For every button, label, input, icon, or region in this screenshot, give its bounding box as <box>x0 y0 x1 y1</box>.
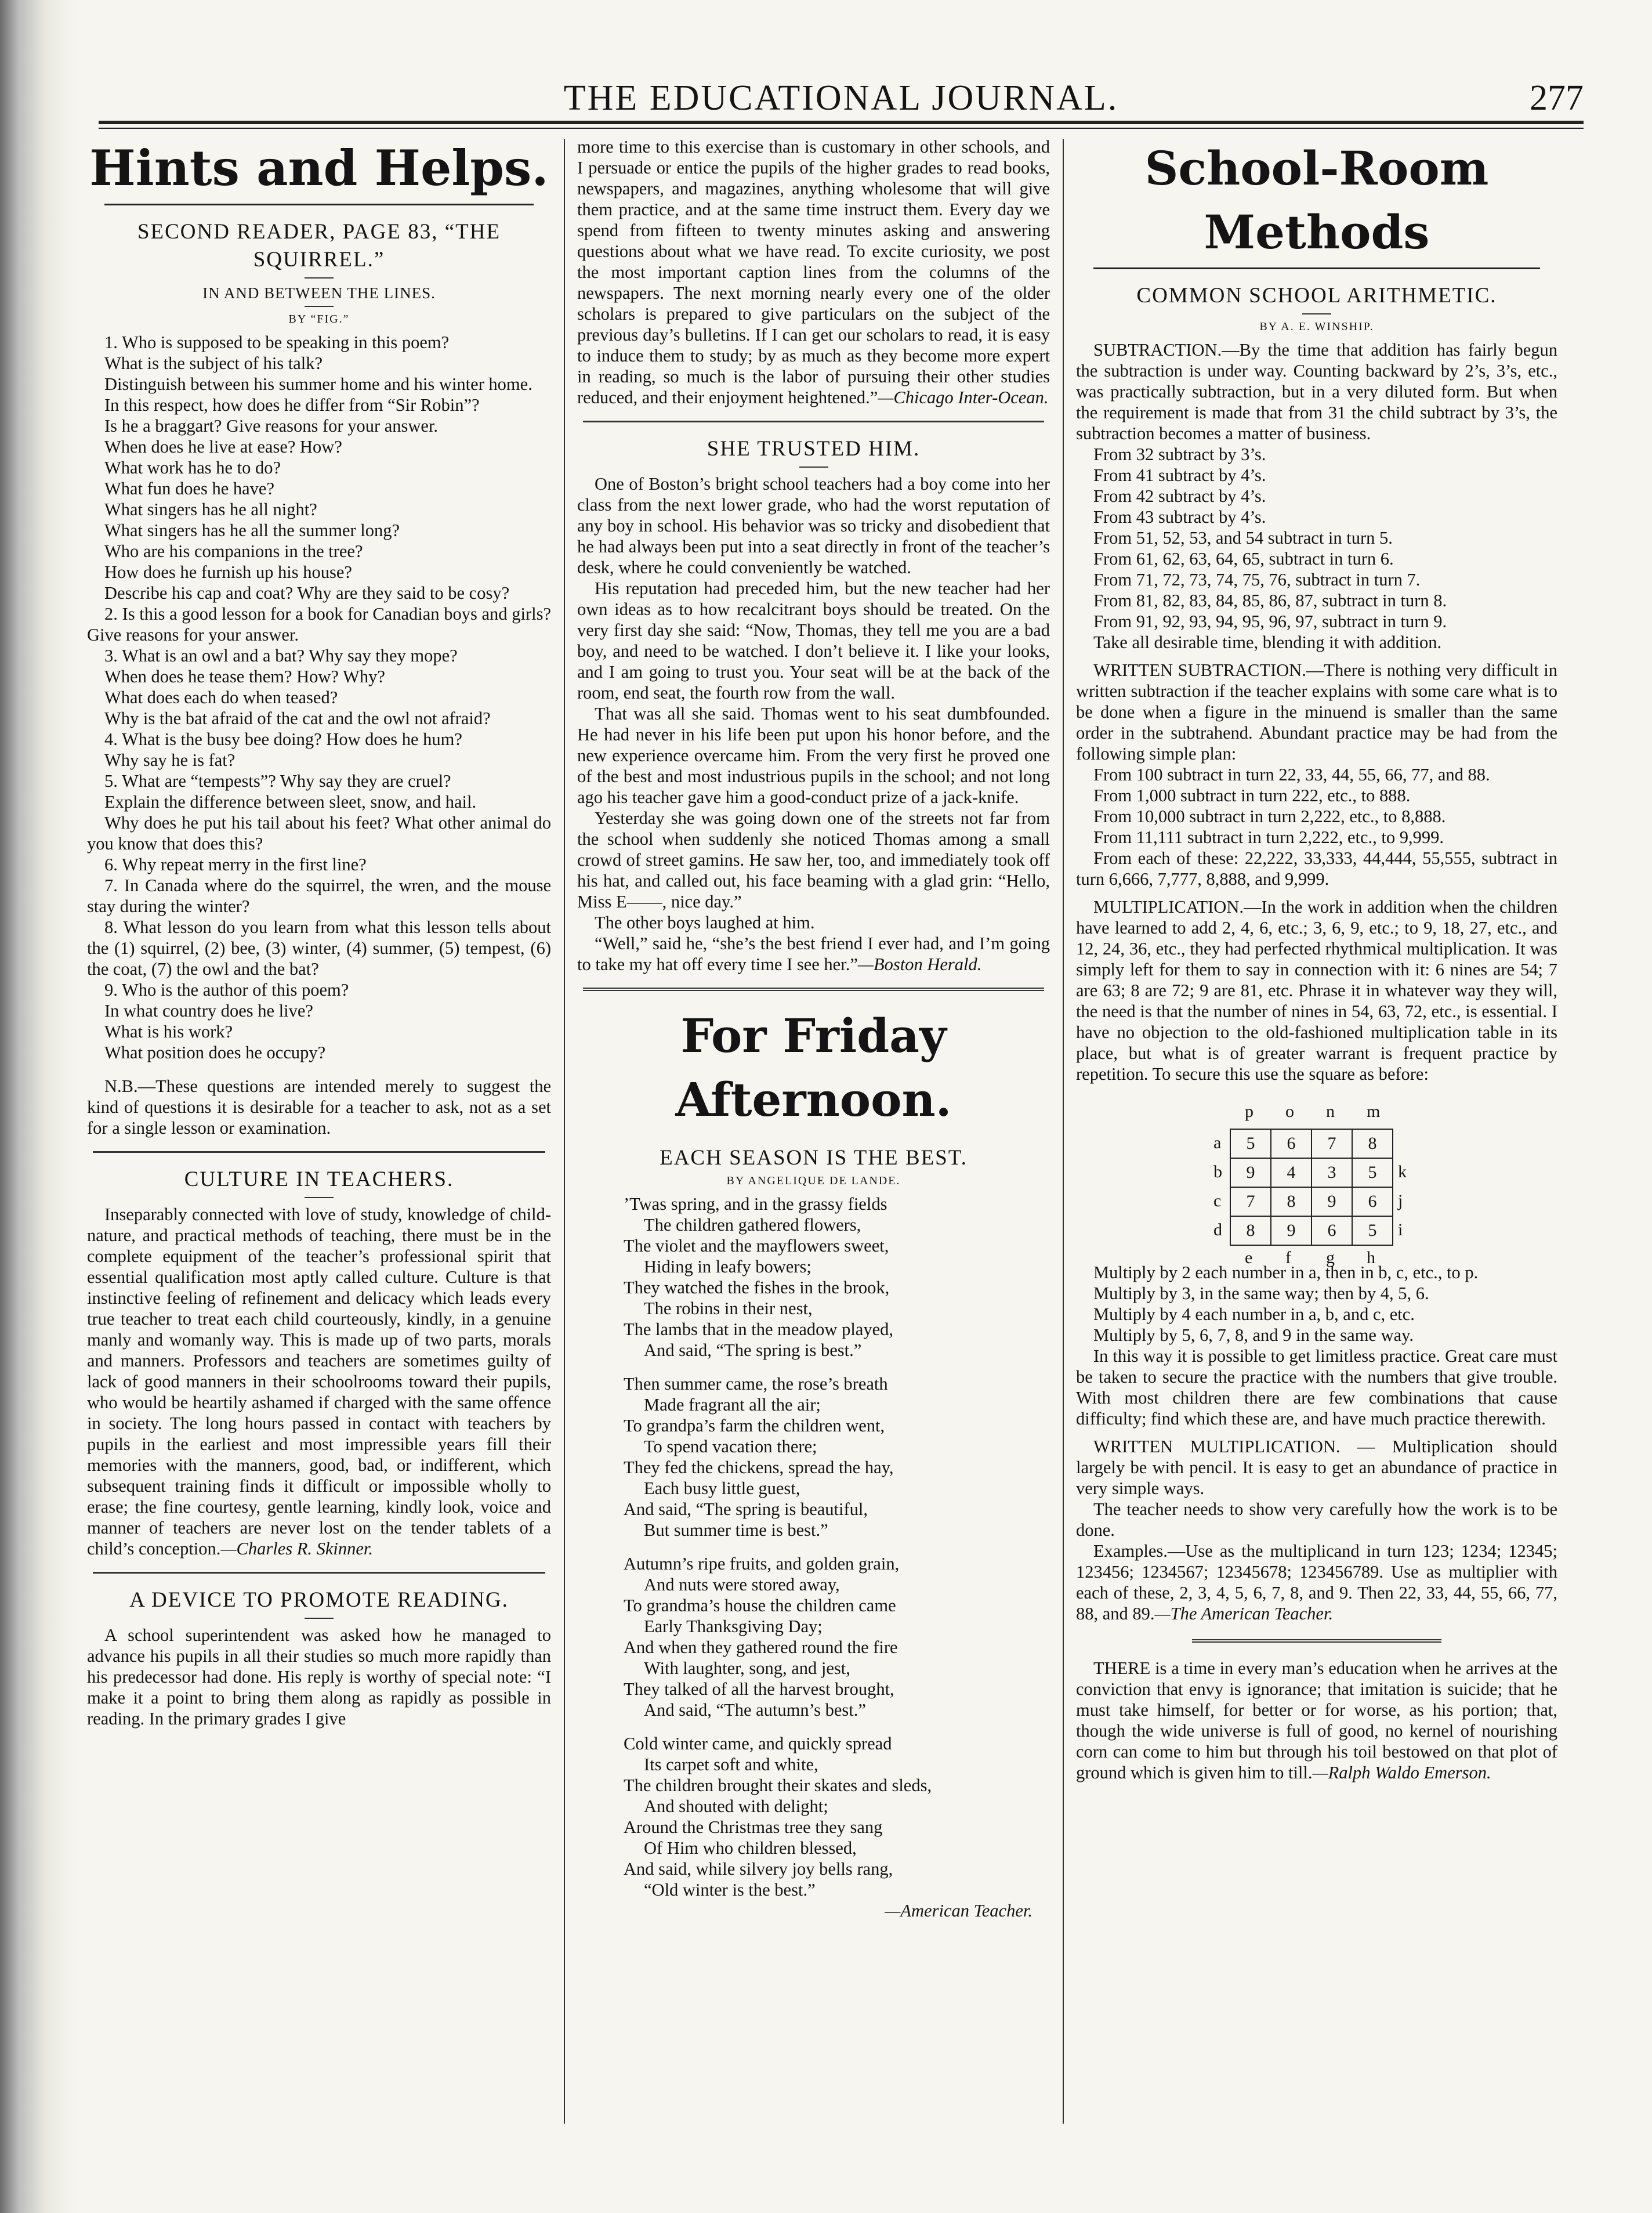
poem-line: And said, “The autumn’s best.” <box>644 1700 866 1720</box>
grid-cell: 9 <box>1230 1158 1271 1187</box>
section-rule <box>93 1151 545 1153</box>
grid-left-label: c <box>1213 1191 1222 1210</box>
grid-row <box>1230 1187 1393 1216</box>
question-line: Why is the bat afraid of the cat and the owl not afraid? <box>104 708 491 728</box>
section-rule-double <box>583 988 1044 991</box>
column-divider <box>1063 139 1064 2124</box>
poem-line: And nuts were stored away, <box>644 1575 840 1594</box>
dept-heading-hints-and-helps: Hints and Helps. <box>89 139 549 197</box>
culture-paragraph <box>87 1204 551 1559</box>
section-title-arithmetic: COMMON SCHOOL ARITHMETIC. <box>1136 284 1497 308</box>
stanza-gap <box>624 1361 1050 1373</box>
question-line: In what country does he live? <box>104 1001 313 1021</box>
grid-bottom-label: h <box>1367 1248 1375 1267</box>
question-line: 6. Why repeat merry in the first line? <box>104 855 367 874</box>
grid-top-label: o <box>1285 1102 1294 1121</box>
written-subtraction-item: From each of these: 22,222, 33,333, 44,444, 55,555, subtract in turn 6,666, 7,777, 8,888, and 9,999. <box>1076 848 1557 889</box>
device-source: —Chicago Inter-Ocean. <box>878 388 1049 407</box>
section-title-device: A DEVICE TO PROMOTE READING. <box>129 1588 509 1612</box>
subtraction-item: From 61, 62, 63, 64, 65, subtract in turn 6. <box>1093 549 1394 569</box>
grid-bottom-label: f <box>1285 1248 1291 1267</box>
written-subtraction: WRITTEN SUBTRACTION.—There is nothing very difficult in written subtraction if the teacher explains with some care what is to be done when a figure in the minuend is smaller than the same order in the subtrahend. Abundant practice may be had from the following simple plan: <box>1076 660 1557 764</box>
written-multiplication: WRITTEN MULTIPLICATION. — Multiplication should largely be with pencil. It is easy to get an abundance of practice in very simple ways. <box>1076 1437 1557 1498</box>
grid-left-label: b <box>1213 1162 1222 1181</box>
poem-line: Around the Christmas tree they sang <box>624 1817 883 1837</box>
poem-line: To grandpa’s farm the children went, <box>624 1416 885 1435</box>
section-rule <box>93 1572 545 1574</box>
note-paragraph: N.B.—These questions are intended merely to suggest the kind of questions it is desirable for a teacher to ask, not as a set for a single lesson or examination. <box>87 1076 551 1138</box>
question-line: What does each do when teased? <box>104 688 338 707</box>
written-subtraction-item: From 11,111 subtract in turn 2,222, etc., to 9,999. <box>1093 827 1444 847</box>
subtraction-item: From 43 subtract by 4’s. <box>1093 507 1266 527</box>
poem-line: Cold winter came, and quickly spread <box>624 1734 892 1753</box>
question-line: 1. Who is supposed to be speaking in this poem? <box>104 332 450 352</box>
culture-source: —Charles R. Skinner. <box>220 1539 374 1558</box>
poem-line: And said, “The spring is beautiful, <box>624 1499 868 1519</box>
poem-line: And said, while silvery joy bells rang, <box>624 1859 893 1879</box>
story-text: Yesterday she was going down one of the streets not far from the school when suddenly she noticed Thomas among a small crowd of street gamins. He saw her, too, and immediately took off his hat, and called out, his face beaming with a glad grin: “Hello, Miss E——, nice day.” <box>577 808 1050 912</box>
emerson-text: THERE is a time in every man’s education when he arrives at the conviction that envy is ignorance; that imitation is suicide; that he must take himself, for better or for worse, as his portion; that, though the wide universe is full of good, no kernel of nourishing corn can come to him but through his toil bestowed on that plot of ground which is given him to till. <box>1076 1658 1557 1782</box>
question-line: What fun does he have? <box>104 479 275 498</box>
after-grid-line: Multiply by 4 each number in a, b, and c, etc. <box>1093 1304 1415 1324</box>
subtraction-intro: SUBTRACTION.—By the time that addition has fairly begun the subtraction is under way. Counting backward by 2’s, 3’s, etc., was practically subtraction, but in a very diluted form. But when the requirement is made that from 31 the child subtract by 3’s, the subtraction becomes a matter of business. <box>1076 340 1557 443</box>
subtraction-item: From 32 subtract by 3’s. <box>1093 444 1266 464</box>
grid-right-label: j <box>1398 1191 1403 1210</box>
grid-top-label: n <box>1326 1102 1335 1121</box>
grid-cell: 9 <box>1312 1187 1352 1216</box>
poem-line: To spend vacation there; <box>644 1437 817 1456</box>
poem-line: Hiding in leafy bowers; <box>644 1257 811 1277</box>
poem-line: The robins in their nest, <box>644 1299 813 1318</box>
grid-row <box>1230 1158 1393 1187</box>
poem-line: With laughter, song, and jest, <box>644 1658 850 1678</box>
grid-row <box>1230 1129 1393 1158</box>
story-paragraph <box>577 933 1050 975</box>
after-grid-line: Multiply by 3, in the same way; then by 4, 5, 6. <box>1093 1283 1429 1303</box>
multiplication-grid <box>1230 1129 1393 1246</box>
question-line: Why does he put his tail about his feet? What other animal do you know that does this? <box>87 813 551 854</box>
header-rule <box>99 121 1584 124</box>
grid-cell: 3 <box>1312 1158 1352 1187</box>
story-paragraph <box>577 808 1050 912</box>
question-line: What position does he occupy? <box>104 1043 326 1062</box>
story-text: That was all she said. Thomas went to his seat dumbfounded. He had never in his life been put upon his honor before, and the new experience overcame him. From the very first he proved one of the best and most industrious pupils in the school; and not long ago his teacher gave him a good-conduct prize of a jack-knife. <box>577 704 1050 807</box>
section-rule <box>583 421 1044 422</box>
question-line: When does he live at ease? How? <box>104 437 342 457</box>
after-grid-line: In this way it is possible to get limitless practice. Great care must be taken to secure the practice with the numbers that give trouble. With most children there are few combinations that cause difficulty; find which these are, and have much practice therewith. <box>1076 1346 1557 1429</box>
subtraction-item: From 41 subtract by 4’s. <box>1093 465 1266 485</box>
grid-cell: 7 <box>1312 1129 1352 1158</box>
grid-cell: 5 <box>1230 1129 1271 1158</box>
page-number: 277 <box>1530 78 1584 118</box>
section-title-culture: CULTURE IN TEACHERS. <box>184 1167 454 1191</box>
subtraction-item: Take all desirable time, blending it with addition. <box>1093 632 1442 652</box>
question-line: 4. What is the busy bee doing? How does he hum? <box>104 729 462 749</box>
question-line: Explain the difference between sleet, snow, and hail. <box>104 792 477 812</box>
grid-top-label: m <box>1367 1102 1381 1121</box>
header-rule-thin <box>99 128 1584 129</box>
poem-line: But summer time is best.” <box>644 1520 828 1540</box>
question-line: Why say he is fat? <box>104 750 236 770</box>
question-line: What singers has he all the summer long? <box>104 520 400 540</box>
poem-line: They fed the chickens, spread the hay, <box>624 1458 894 1477</box>
section-title-season: EACH SEASON IS THE BEST. <box>660 1146 968 1170</box>
question-line: What is the subject of his talk? <box>104 353 323 373</box>
question-line: 3. What is an owl and a bat? Why say they mope? <box>104 646 458 666</box>
grid-cell: 5 <box>1352 1216 1393 1245</box>
grid-cell: 5 <box>1352 1158 1393 1187</box>
poem-line: The children gathered flowers, <box>644 1215 861 1235</box>
written-subtraction-item: From 100 subtract in turn 22, 33, 44, 55, 66, 77, and 88. <box>1093 765 1490 784</box>
dept-rule <box>1093 267 1540 269</box>
subtraction-item: From 42 subtract by 4’s. <box>1093 486 1266 506</box>
question-line: What work has he to do? <box>104 458 281 478</box>
question-line: How does he furnish up his house? <box>104 562 352 582</box>
grid-left-label: a <box>1213 1133 1222 1152</box>
story-paragraph <box>577 703 1050 808</box>
dash <box>305 306 334 307</box>
poem-source: —American Teacher. <box>885 1901 1032 1921</box>
scanned-page-edge <box>0 0 75 2213</box>
grid-cell: 8 <box>1271 1187 1312 1216</box>
written-subtraction-item: From 1,000 subtract in turn 222, etc., to 888. <box>1093 786 1411 805</box>
written-subtraction-item: From 10,000 subtract in turn 2,222, etc., to 8,888. <box>1093 807 1446 826</box>
byline: BY ANGELIQUE DE LANDE. <box>726 1174 901 1187</box>
question-line: When does he tease them? How? Why? <box>104 667 385 686</box>
stanza-gap <box>624 1541 1050 1553</box>
question-line: Describe his cap and coat? Why are they said to be cosy? <box>104 583 510 603</box>
grid-bottom-label: e <box>1245 1248 1253 1267</box>
section-subhead: IN AND BETWEEN THE LINES. <box>202 284 436 302</box>
poem <box>624 1194 1050 1921</box>
grid-left-label: d <box>1213 1220 1222 1239</box>
multiplication-paragraph: MULTIPLICATION.—In the work in addition when the children have learned to add 2, 4, 6, etc.; 3, 6, 9, etc.; to 9, 18, 27, etc., and 12, 24, 36, etc., they had perfected rhythmical multiplication. It was simply left for them to say in connection with it: 6 nines are 54; 7 are 63; 8 are 72; 9 are 81, etc. Phrase it in whatever way they will, the need is that the number of nines in 54, 63, 72, etc., is essential. I have no objection to the old-fashioned multiplication table in its place, but what is of greater warrant is frequent practice by repetition. To secure this use the square as before: <box>1076 897 1557 1084</box>
column-2 <box>577 136 1050 2127</box>
story-text: His reputation had preceded him, but the new teacher had her own ideas as to how recalcitrant boys should be treated. On the very first day she said: “Now, Thomas, they tell me you are a bad boy, and need to be watched. I don’t believe it. I like your looks, and I am going to trust you. Your seat will be at the back of the room, end seat, the fourth row from the wall. <box>577 578 1050 703</box>
poem-line: “Old winter is the best.” <box>644 1880 816 1900</box>
written-subtraction-list <box>1076 764 1557 889</box>
stanza-gap <box>624 1720 1050 1733</box>
grid-cell: 9 <box>1271 1216 1312 1245</box>
poem-line: Then summer came, the rose’s breath <box>624 1374 888 1394</box>
subtraction-list <box>1076 444 1557 653</box>
after-grid-line: Multiply by 2 each number in a, then in b, c, etc., to p. <box>1093 1263 1479 1282</box>
page-header <box>99 75 1584 122</box>
story-text: “Well,” said he, “she’s the best friend I ever had, and I’m going to take my hat off every time I see her.” <box>577 934 1050 974</box>
question-line: 8. What lesson do you learn from what this lesson tells about the (1) squirrel, (2) bee, (3) winter, (4) summer, (5) tempest, (6) the coat, (7) the owl and the bat? <box>87 917 551 979</box>
question-line: 2. Is this a good lesson for a book for Canadian boys and girls? Give reasons for your answer. <box>87 604 551 645</box>
story-paragraph <box>577 912 1050 933</box>
poem-line: And shouted with delight; <box>644 1796 828 1816</box>
journal-title: THE EDUCATIONAL JOURNAL. <box>563 78 1119 118</box>
poem-line: Made fragrant all the air; <box>644 1395 821 1415</box>
section-title-trusted: SHE TRUSTED HIM. <box>707 437 921 461</box>
byline: BY “FIG.” <box>288 313 350 326</box>
section-rule-double <box>1192 1639 1441 1643</box>
subtraction-item: From 91, 92, 93, 94, 95, 96, 97, subtract in turn 9. <box>1093 612 1447 631</box>
poem-line: Of Him who children blessed, <box>644 1838 857 1858</box>
dept-rule <box>104 204 534 205</box>
grid-right-label: i <box>1398 1220 1403 1239</box>
grid-cell: 6 <box>1312 1216 1352 1245</box>
after-grid-line: Multiply by 5, 6, 7, 8, and 9 in the same way. <box>1093 1325 1414 1345</box>
question-line: Who are his companions in the tree? <box>104 541 363 561</box>
grid-cell: 4 <box>1271 1158 1312 1187</box>
grid-cell: 6 <box>1271 1129 1312 1158</box>
poem-line: The violet and the mayflowers sweet, <box>624 1236 889 1256</box>
poem-line: Autumn’s ripe fruits, and golden grain, <box>624 1554 900 1574</box>
examples-paragraph <box>1076 1541 1557 1624</box>
question-line: What singers has he all night? <box>104 500 317 519</box>
question-line: 7. In Canada where do the squirrel, the wren, and the mouse stay during the winter? <box>87 876 551 916</box>
dash <box>799 467 828 468</box>
grid-right-label: k <box>1398 1162 1407 1181</box>
examples-source: —The American Teacher. <box>1154 1604 1334 1623</box>
grid-cell: 7 <box>1230 1187 1271 1216</box>
poem-line: Each busy little guest, <box>644 1478 800 1498</box>
subtraction-item: From 51, 52, 53, and 54 subtract in turn 5. <box>1093 528 1393 548</box>
poem-line: Early Thanksgiving Day; <box>644 1617 823 1636</box>
byline: BY A. E. WINSHIP. <box>1259 320 1374 333</box>
poem-line: And when they gathered round the fire <box>624 1637 898 1657</box>
poem-line: The lambs that in the meadow played, <box>624 1319 893 1339</box>
column-3 <box>1076 136 1557 2127</box>
story-text: The other boys laughed at him. <box>595 913 815 932</box>
question-line: What is his work? <box>104 1022 233 1042</box>
grid-cell: 8 <box>1230 1216 1271 1245</box>
dash <box>305 1197 334 1198</box>
section-title-squirrel: SECOND READER, PAGE 83, “THE SQUIRREL.” <box>137 220 501 272</box>
multiplication-square <box>1189 1100 1444 1267</box>
story-paragraphs <box>577 473 1050 975</box>
poem-line: ’Twas spring, and in the grassy fields <box>624 1194 887 1214</box>
poem-line: They talked of all the harvest brought, <box>624 1679 894 1699</box>
column-1 <box>87 136 551 2127</box>
column-divider <box>564 139 565 2124</box>
poem-line: And said, “The spring is best.” <box>644 1340 862 1360</box>
story-paragraph <box>577 578 1050 703</box>
dept-heading-school-room-methods: School-Room Methods <box>1144 141 1489 259</box>
story-paragraph <box>577 473 1050 578</box>
question-line: 9. Who is the author of this poem? <box>104 980 349 1000</box>
grid-cell: 6 <box>1352 1187 1393 1216</box>
device-continuation <box>577 136 1050 408</box>
dash <box>1302 313 1331 314</box>
question-line: In this respect, how does he differ from “Sir Robin”? <box>104 395 480 415</box>
grid-bottom-label: g <box>1326 1248 1335 1267</box>
emerson-source: —Ralph Waldo Emerson. <box>1312 1763 1491 1782</box>
poem-line: To grandma’s house the children came <box>624 1596 896 1615</box>
after-grid-list <box>1076 1262 1557 1429</box>
question-list <box>87 332 551 1063</box>
story-source: —Boston Herald. <box>857 954 982 974</box>
subtraction-item: From 81, 82, 83, 84, 85, 86, 87, subtract in turn 8. <box>1093 591 1447 610</box>
device-cont-text: more time to this exercise than is customary in other schools, and I persuade or entice the pupils of the higher grades to read books, newspapers, and magazines, anything wholesome that will give them practice, and at the same time instruct them. Every day we spend from fifteen to twenty minutes asking and answering questions about what we have read. To excite curiosity, we post the most important caption lines from the columns of the newspapers. The next morning nearly every one of the older scholars is prepared to give particulars on the subject of the previous day’s bulletins. If I can get our scholars to read, it is easy to induce them to study; by as much as they become more expert in reading, so much is the labor of pursuing their other studies reduced, and their enjoyment heightened.” <box>577 137 1050 407</box>
culture-text: Inseparably connected with love of study, knowledge of child-nature, and practical methods of teaching, there must be in the complete equipment of the teacher’s professional spirit that essential qualification most aptly called culture. Culture is that instinctive feeling of refinement and delicacy which leads every true teacher to treat each child courteously, kindly, in a genuine manly and womanly way. This is made up of two parts, morals and manners. Professors and teachers are sometimes guilty of lack of good manners in their schoolrooms toward their pupils, who would be heartily ashamed if charged with the same offence in society. The long hours passed in contact with teachers by pupils in the earliest and most impressible years fill their memories with the manners, good, bad, or indifferent, which subsequent training finds it difficult or impossible wholly to erase; the fine courtesy, gentle learning, kindly look, voice and manner of teachers are never lost on the tender tablets of a child’s conception. <box>87 1205 551 1558</box>
grid-cell: 8 <box>1352 1129 1393 1158</box>
grid-top-label: p <box>1245 1102 1254 1121</box>
dept-heading-friday-afternoon: For Friday Afternoon. <box>675 1008 952 1127</box>
examples-text: Examples.—Use as the multiplicand in turn 123; 1234; 12345; 123456; 1234567; 12345678; 123456789. Use as multiplier with each of these, 2, 3, 4, 5, 6, 7, 8, and 9. Then 22, 33, 44, 55, 66, 77, 88, and 89. <box>1076 1541 1557 1623</box>
poem-line: They watched the fishes in the brook, <box>624 1278 890 1297</box>
dash <box>305 277 334 279</box>
grid-row <box>1230 1216 1393 1245</box>
emerson-paragraph <box>1076 1658 1557 1783</box>
question-line: Distinguish between his summer home and his winter home. <box>104 374 532 394</box>
poem-line: The children brought their skates and sleds, <box>624 1776 932 1795</box>
device-paragraph: A school superintendent was asked how he managed to advance his pupils in all their studies so much more rapidly than his predecessor had done. His reply is worthy of special note: “I make it a point to bring them along as rapidly as possible in reading. In the primary grades I give <box>87 1625 551 1729</box>
subtraction-item: From 71, 72, 73, 74, 75, 76, subtract in turn 7. <box>1093 570 1421 590</box>
story-text: One of Boston’s bright school teachers had a boy come into her class from the next lower grade, who had the worst reputation of any boy in school. His behavior was so tricky and disobedient that he had always been put into a seat directly in front of the teacher’s desk, where he could conveniently be watched. <box>577 474 1050 577</box>
question-line: 5. What are “tempests”? Why say they are cruel? <box>104 771 451 791</box>
question-line: Is he a braggart? Give reasons for your answer. <box>104 416 439 436</box>
teacher-needs: The teacher needs to show very carefully how the work is to be done. <box>1076 1499 1557 1540</box>
dash <box>305 1618 334 1619</box>
poem-line: Its carpet soft and white, <box>644 1755 818 1774</box>
